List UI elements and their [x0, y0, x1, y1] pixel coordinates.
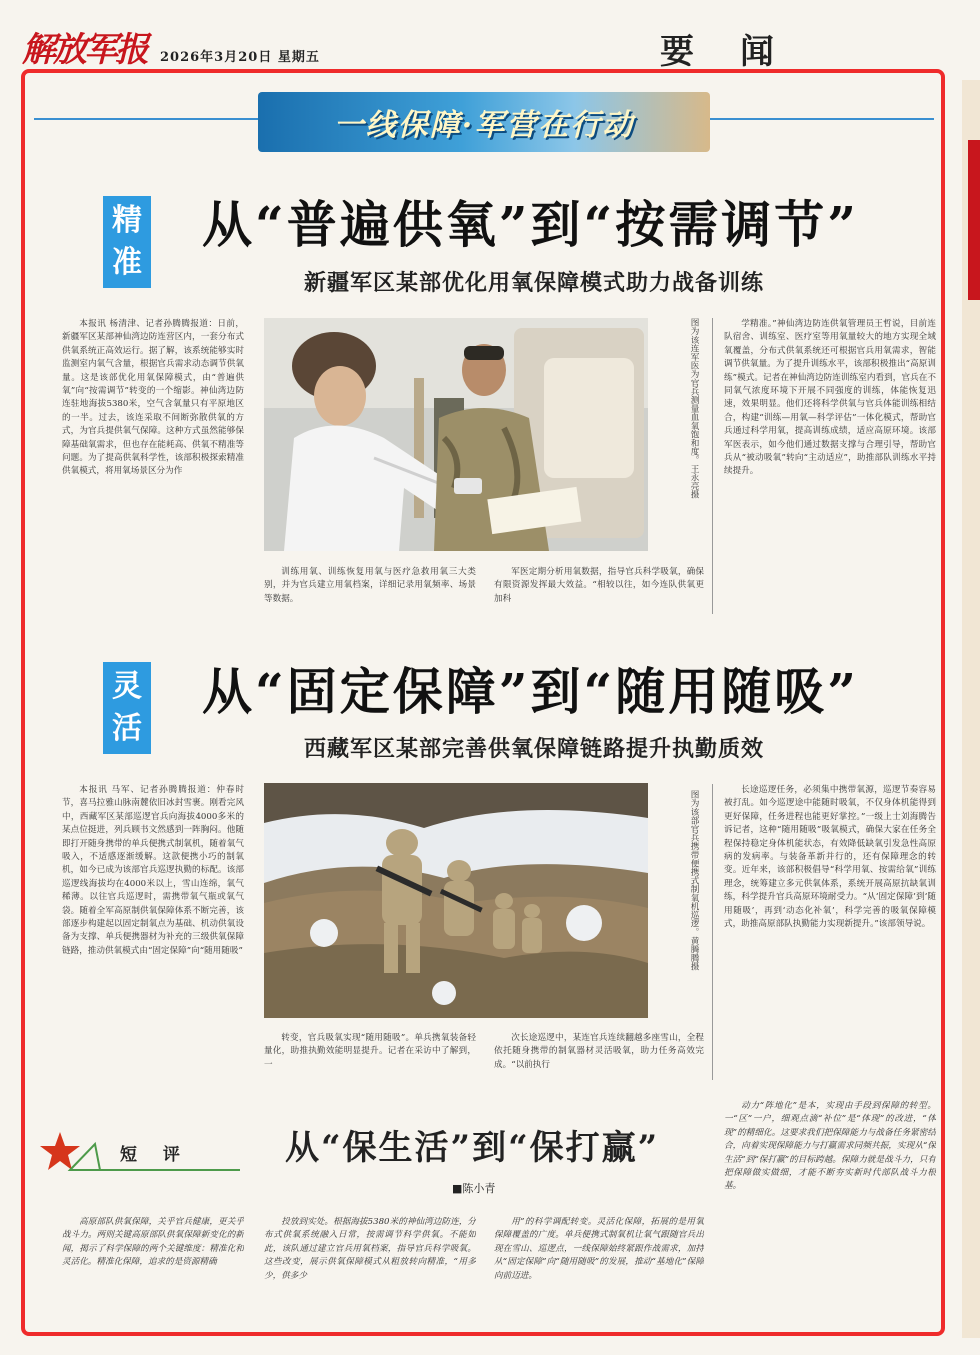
column-banner [258, 92, 710, 152]
article1-col1-text: 本报讯 杨清津、记者孙腾腾报道：日前，新疆军区某部神仙湾边防连营区内，一套分布式供氧系统正高效运行。据了解，该系统能够实时监测室内氧气含量，根据官兵需求动态调节供氧量。这是该部优化用氧保障模式，由“普遍供氧”向“按需调节”转变的一个缩影。神仙湾边防连驻地海拔5380米，空气含氧量只有平原地区的一半。过去，该连采取不间断弥散供氧的方式，为官兵提供氧气保障。这种方式虽然能够保障基础氧需求，但也存在能耗高、供氧不精准等问题。为了提高供氧科学性，该部积极探索精准供氧模式，将用氧场景区分为作 [62, 319, 244, 477]
article2-col4-text: 长途巡逻任务，必须集中携带氧源，巡逻节奏容易被打乱。如今巡逻途中能随时吸氧，不仅身体机能得到更好保障，任务进程也能更好掌控。”一级上士刘海腾告诉记者，这种“随用随吸”吸氧模式，确保大家在任务全程保持稳定身体机能状态，有效降低缺氧引发急性高原病的发病率。与装备革新并行的，还有保障理念的转变。近年来，该部积极倡导“科学用氧、按需给氧”训练理念，统筹建立多元供氧体系，系统开展高原抗缺氧训练，科学提升官兵高原环境耐受力。“从‘固定保障’到‘随用随吸’，再到‘动态化补氧’，科学完善的吸氧保障模式，助推高原部队执勤能力实现新提升。”该部领导说。 [724, 785, 936, 930]
banner-title: 一线保障·军营在行动 [333, 108, 635, 143]
article1-col2-text: 训练用氧、训练恢复用氧与医疗急救用氧三大类别，并为官兵建立用氧档案，详细记录用氧频率、场景等数据。 [264, 567, 476, 604]
article2-column-1 [62, 784, 244, 1080]
article2-tag-char1: 灵 [112, 669, 142, 704]
section-title: 要闻 [660, 32, 820, 72]
article2-column-rule [712, 784, 713, 1080]
article2-photo-caption: 图为该部官兵携带便携式制氧机巡逻。黄腾腾摄 [689, 790, 699, 971]
article2-column-2 [264, 1032, 476, 1080]
article2-column-3 [494, 1032, 704, 1080]
article2-col2-text: 转变，官兵吸氧实现“随用随吸”。单兵携氧装备轻量化，助推执勤效能明显提升。记者在采访中了解到，一 [264, 1033, 476, 1070]
article2-subhead: 西藏军区某部完善供氧保障链路提升执勤质效 [304, 736, 765, 762]
article1-column-3 [494, 566, 704, 614]
review-column-3 [494, 1216, 704, 1316]
review-col4-text: 动力“阵地化”是本，实现由手段到保障的转型。一“区”一户，细观点滴“补位”是“体现”的改进，“体现”的精细化。这要求我们把保障能力与战备任务紧密结合，向着实现保障能力与打赢需求同频共振，实现从“保生活”到“保打赢”的目标跨越。保障力就是战斗力，只有把保障做实做细，才能不断夯实新时代部队战斗力根基。 [724, 1101, 936, 1192]
review-tag-label: 短 评 [120, 1145, 190, 1165]
article2-column-4 [724, 784, 936, 1080]
article2-col1-text: 本报讯 马军、记者孙腾腾报道：仲春时节，喜马拉雅山脉南麓依旧冰封雪裹。刚看完风中，西藏军区某部巡逻官兵向海拔4000多米的某点位挺进，列兵顾书文然感到一阵胸闷。他随即打开随身携带的单兵便携式制氧机，随着氧气吸入，不适感逐渐缓解。这款便携小巧的制氧机，如今已成为该部官兵巡逻执勤的标配。该部巡逻线海拔均在4000米以上，雪山连绵，氧气稀薄。以往官兵巡逻时，需携带氧气瓶或氧气袋。随着全军高原制供氧保障体系不断完善，该部逐步构建起以固定制氧点为基础、机动供氧设备为支撑、单兵便携器材为补充的三级供氧保障链路，推动供氧模式由“固定保障”向“随用随吸” [62, 785, 244, 956]
article2-tag-char2: 活 [112, 711, 142, 746]
article1-column-2 [264, 566, 476, 614]
article2-headline[interactable]: 从“固定保障”到“随用随吸” [202, 662, 860, 721]
article1-photo-image [264, 318, 648, 551]
article1-column-1 [62, 318, 244, 614]
article1-tag [103, 196, 151, 288]
review-column-4 [724, 1100, 936, 1316]
article2-tag [103, 662, 151, 754]
review-col2-text: 投放到实处。根据海拔5380米的神仙湾边防连，分布式供氧系统融入日常，按需调节科学供氧。不能如此，该队通过建立官兵用氧档案，指导官兵科学吸氧。这些改变，展示供氧保障模式从粗放转向精准，“用多少，供多少 [264, 1217, 476, 1281]
article1-tag-char1: 精 [112, 203, 142, 238]
review-col3-text: 用”的科学调配转变。灵活化保障，拓展的是用氧保障覆盖的广度。单兵便携式制氧机让氧气跟随官兵出现在雪山、巡逻点，一线保障始终紧跟作战需求，加持从“固定保障”向“随用随吸”的发展，推动“基地化”保障向前迈进。 [494, 1217, 704, 1281]
review-author: ■陈小青 [452, 1182, 496, 1195]
review-column-1 [62, 1216, 244, 1316]
review-tag-block [40, 1130, 240, 1176]
article2-col3-text: 次长途巡逻中，某连官兵连续翻越多座雪山，全程依托随身携带的制氧器材灵活吸氧，助力任务高效完成。“以前执行 [494, 1033, 704, 1070]
review-title[interactable]: 从“保生活”到“保打赢” [285, 1128, 660, 1168]
next-content-strip [0, 1338, 980, 1355]
article1-subhead: 新疆军区某部优化用氧保障模式助力战备训练 [304, 270, 765, 296]
review-column-2 [264, 1216, 476, 1316]
review-col1-text: 高原部队供氧保障，关乎官兵健康，更关乎战斗力。两则关键高原部队供氧保障新变化的新闻，揭示了科学保障的两个关键维度：精准化和灵活化。精准化保障，追求的是资源精确 [62, 1217, 244, 1268]
article1-photo[interactable] [264, 318, 648, 551]
article2-photo-image [264, 783, 648, 1018]
article1-column-4 [724, 318, 936, 614]
article1-headline[interactable]: 从“普遍供氧”到“按需调节” [202, 195, 860, 254]
article2-photo[interactable] [264, 783, 648, 1018]
adjacent-page-accent [968, 140, 980, 300]
issue-date: 2026年3月20日 星期五 [160, 50, 320, 65]
article1-photo-caption: 图为该连军医为官兵测量血氧饱和度。王永亮摄 [689, 318, 699, 499]
article1-col3-text: 军医定期分析用氧数据，指导官兵科学吸氧，确保有限资源发挥最大效益。“相较以往，如今连队供氧更加科 [494, 567, 704, 604]
article1-tag-char2: 准 [112, 245, 142, 280]
article1-column-rule [712, 318, 713, 614]
newspaper-logo: 解放军报 [22, 30, 146, 70]
article1-col4-text: 学精准。”神仙湾边防连供氧管理员王哲说，目前连队宿舍、训练室、医疗室等用氧量较大的地方实现全域氧覆盖，分布式供氧系统还可根据官兵用氧需求，智能调节供氧量。为了提升训练水平，该部积极推出“高原训练”模式。记者在神仙湾边防连训练室内看到，官兵在不同氧气浓度环境下开展不同强度的训练，体能恢复迅速，效果明显。他们还将科学供氧与官兵体能训练相结合，构建“训练—用氧—科学评估”一体化模式，帮助官兵通过科学用氧，提高训练成绩，适应高原环境。该部军医表示，如今他们通过数据支撑与合理引导，帮助官兵从“被动吸氧”转向“主动适应”，助推部队训练水平持续提升。 [724, 319, 936, 477]
